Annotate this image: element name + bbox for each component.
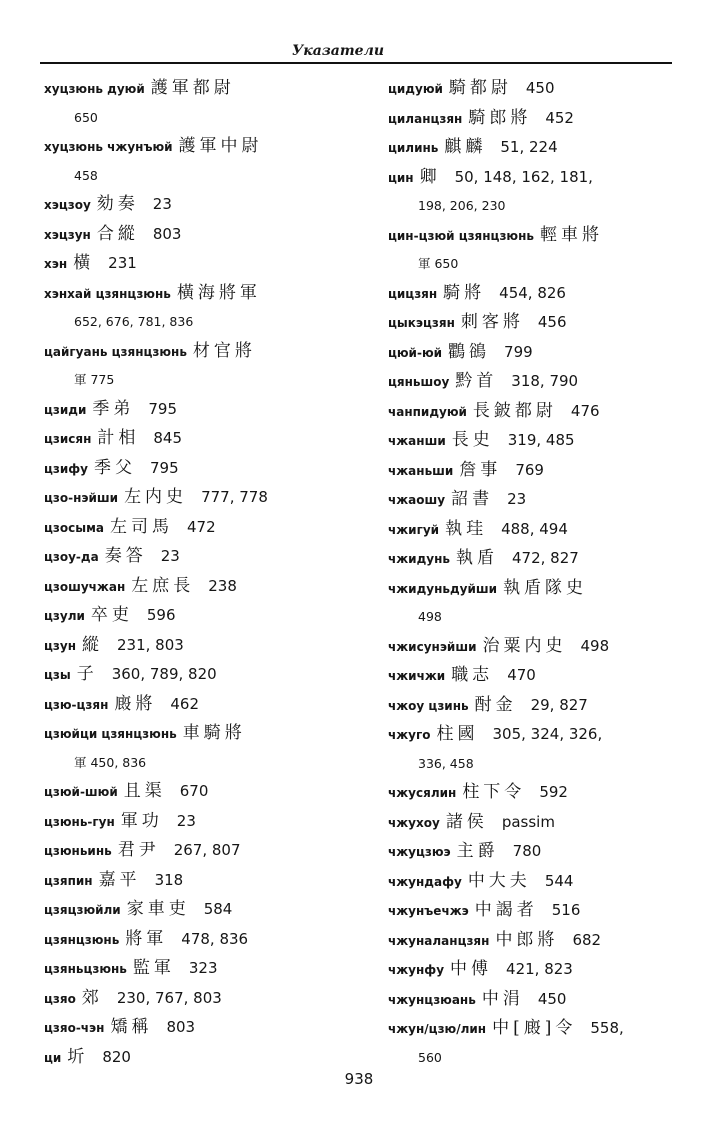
- entry-page-refs: 488, 494: [501, 519, 568, 538]
- entry-characters: 季父: [94, 457, 137, 478]
- entry-characters: 麒麟: [444, 137, 487, 157]
- index-entry-continuation: 650: [74, 109, 98, 125]
- entry-page-refs: 820: [102, 1047, 131, 1066]
- entry-page-refs: 584: [203, 900, 233, 918]
- entry-characters: 橫海將軍: [176, 282, 261, 303]
- entry-term: чжигуй: [388, 522, 440, 537]
- index-entry-continuation: 軍 775: [74, 372, 115, 387]
- entry-page-refs: 238: [208, 576, 237, 595]
- entry-page-refs: 478, 836: [181, 929, 249, 948]
- index-entry: [44, 866, 366, 896]
- index-entry: [44, 74, 366, 104]
- entry-page-refs: passim: [501, 812, 555, 831]
- entry-page-refs: 795: [150, 458, 179, 477]
- entry-page-refs: 777, 778: [201, 488, 268, 506]
- entry-characters: 卒吏: [90, 605, 133, 625]
- header-title: Указатели: [291, 43, 384, 59]
- index-entry-continuation: 198, 206, 230: [418, 198, 506, 213]
- index-entry: [388, 279, 688, 309]
- index-entry: [44, 984, 366, 1014]
- index-entry: [388, 926, 688, 956]
- index-entry: [388, 720, 688, 750]
- entry-term: чжуналанцзян: [388, 933, 490, 948]
- entry-term: чжоу цзинь: [388, 698, 469, 713]
- index-entry: [44, 777, 366, 807]
- entry-page-refs: 23: [160, 547, 180, 565]
- entry-term: цин-цзюй цзянцзюнь: [388, 228, 534, 243]
- entry-page-refs: 318: [154, 870, 184, 889]
- entry-page-refs: 769: [515, 460, 544, 479]
- index-entry: [388, 985, 688, 1015]
- index-entry: [388, 308, 688, 338]
- entry-term: цзянцзюнь: [44, 932, 120, 947]
- entry-term: цзули: [44, 609, 85, 623]
- entry-page-refs: 50, 148, 162, 181,: [454, 167, 593, 186]
- entry-page-refs: 450: [537, 989, 567, 1008]
- entry-term: цзисян: [44, 432, 92, 446]
- entry-term: хуцзюнь чжунъюй: [44, 140, 173, 154]
- index-entry: [388, 397, 688, 427]
- entry-term: цзяцзюйли: [44, 903, 121, 917]
- running-header: [40, 40, 672, 59]
- index-entry: [388, 367, 688, 397]
- entry-page-refs: 799: [504, 342, 533, 361]
- entry-characters: 軍功: [120, 810, 163, 831]
- entry-characters: 中謁者: [474, 900, 538, 920]
- index-entry: [388, 808, 688, 838]
- entry-term: хэн: [44, 257, 68, 271]
- entry-page-refs: 454, 826: [499, 283, 566, 302]
- entry-characters: 子: [76, 664, 98, 684]
- index-entry: [44, 719, 366, 749]
- entry-characters: 君尹: [117, 840, 160, 860]
- entry-page-refs: 23: [507, 490, 527, 508]
- entry-term: чжуго: [388, 728, 431, 742]
- entry-page-refs: 682: [572, 930, 602, 949]
- index-entry: [388, 955, 688, 985]
- index-entry: [44, 807, 366, 837]
- entry-page-refs: 845: [153, 429, 183, 447]
- entry-page-refs: 596: [146, 606, 176, 624]
- entry-page-refs: 231, 803: [116, 635, 184, 654]
- entry-characters: 執盾: [455, 548, 498, 568]
- entry-characters: 縱: [81, 634, 103, 655]
- entry-characters: 諸侯: [445, 811, 488, 832]
- index-entry: [44, 925, 366, 955]
- entry-characters: 橫: [73, 253, 95, 273]
- entry-characters: 奏答: [104, 546, 147, 566]
- entry-characters: 計相: [97, 428, 140, 448]
- right-column: [388, 74, 688, 1072]
- entry-characters: 中傅: [450, 959, 493, 979]
- entry-page-refs: 456: [537, 313, 567, 331]
- index-entry: [44, 424, 366, 454]
- entry-page-refs: 670: [179, 782, 209, 800]
- entry-page-refs: 51, 224: [500, 138, 558, 156]
- index-entry: [388, 632, 688, 662]
- entry-term: чжунъечжэ: [388, 904, 469, 918]
- entry-page-refs: 472, 827: [511, 549, 579, 567]
- entry-characters: 刺客將: [460, 312, 524, 332]
- entry-page-refs: 421, 823: [506, 960, 573, 978]
- entry-page-refs: 450: [525, 79, 555, 97]
- entry-characters: 中涓: [481, 988, 524, 1009]
- entry-term: цзо-нэйши: [44, 491, 119, 505]
- entry-characters: 護軍都尉: [150, 78, 235, 98]
- entry-page-refs: 803: [152, 224, 182, 243]
- entry-term: ци: [44, 1050, 62, 1065]
- entry-page-refs: 472: [186, 517, 216, 536]
- entry-term: цзиди: [44, 402, 87, 417]
- entry-page-refs: 230, 767, 803: [116, 988, 222, 1007]
- entry-term: цицзян: [388, 286, 438, 301]
- index-entry-continuation: 458: [74, 167, 98, 183]
- entry-characters: 合縱: [96, 223, 139, 244]
- entry-term: цзун: [44, 638, 76, 653]
- index-entry: [388, 485, 688, 515]
- entry-term: хэнхай цзянцзюнь: [44, 286, 171, 301]
- entry-characters: 矯稱: [110, 1017, 153, 1037]
- entry-term: цзю-цзян: [44, 697, 109, 712]
- index-entry: [44, 836, 366, 866]
- entry-characters: 黔首: [455, 371, 498, 391]
- entry-term: чжундафу: [388, 874, 462, 889]
- entry-characters: 中[廄]令: [492, 1018, 577, 1038]
- header-rule: [40, 62, 672, 64]
- entry-characters: 將軍: [125, 928, 168, 949]
- entry-term: хуцзюнь дуюй: [44, 82, 145, 96]
- index-entry: [388, 837, 688, 867]
- entry-term: цзюй-шюй: [44, 785, 118, 799]
- index-entry: [388, 104, 688, 134]
- entry-page-refs: 476: [570, 401, 600, 420]
- entry-page-refs: 803: [166, 1018, 196, 1036]
- index-entry: [44, 690, 366, 720]
- index-entry: [388, 691, 688, 721]
- entry-characters: 詹事: [459, 459, 502, 480]
- index-entry: [44, 631, 366, 661]
- index-entry: [44, 249, 366, 279]
- entry-term: цзюньинь: [44, 844, 112, 858]
- entry-term: цыкэцзян: [388, 316, 455, 330]
- index-entry: [44, 132, 366, 162]
- entry-term: цзяо: [44, 991, 76, 1006]
- entry-term: чжунфу: [388, 963, 445, 977]
- page-number: 938: [344, 1070, 374, 1088]
- entry-term: чжисунэйши: [388, 639, 477, 654]
- entry-term: цзы: [44, 668, 71, 682]
- entry-page-refs: 360, 789, 820: [111, 665, 217, 683]
- entry-characters: 柱國: [436, 724, 479, 744]
- entry-characters: 廄將: [114, 693, 157, 714]
- entry-term: чжаньши: [388, 463, 454, 478]
- entry-page-refs: 267, 807: [173, 841, 241, 859]
- entry-term: цзяо-чэн: [44, 1021, 105, 1035]
- entry-page-refs: 544: [544, 871, 574, 890]
- index-entry: [44, 337, 366, 367]
- entry-term: цзосыма: [44, 520, 104, 535]
- index-entry: [44, 220, 366, 250]
- entry-characters: 柱下令: [462, 782, 526, 802]
- entry-characters: 酎金: [474, 694, 517, 715]
- index-entry: [388, 74, 688, 104]
- entry-term: чжанши: [388, 434, 446, 448]
- entry-term: цзифу: [44, 461, 89, 476]
- entry-term: цзяпин: [44, 873, 93, 888]
- entry-term: хэцзоу: [44, 198, 91, 212]
- entry-term: цяньшоу: [388, 375, 450, 389]
- entry-characters: 騎郎將: [468, 107, 532, 128]
- entry-term: цидуюй: [388, 82, 443, 96]
- index-entry-continuation: 336, 458: [418, 755, 474, 771]
- entry-page-refs: 558,: [590, 1019, 624, 1037]
- index-entry: [44, 190, 366, 220]
- entry-term: цин: [388, 170, 414, 185]
- entry-term: чжидунь: [388, 552, 450, 566]
- entry-page-refs: 470: [507, 666, 536, 684]
- index-entry: [44, 513, 366, 543]
- index-entry: [388, 867, 688, 897]
- index-entry: [44, 1013, 366, 1043]
- entry-term: цилинь: [388, 141, 439, 155]
- entry-term: чжусялин: [388, 786, 457, 800]
- entry-characters: 治粟内史: [482, 635, 567, 656]
- entry-page-refs: 318, 790: [511, 372, 579, 390]
- entry-term: хэцзун: [44, 227, 91, 242]
- index-entry: [44, 279, 366, 309]
- entry-page-refs: 23: [176, 811, 196, 830]
- entry-term: чжунцзюань: [388, 992, 476, 1007]
- entry-page-refs: 319, 485: [507, 431, 575, 449]
- index-entry-continuation: 498: [418, 609, 442, 624]
- entry-characters: 鸜鵒: [448, 341, 491, 362]
- index-entry-continuation: 軍 650: [418, 256, 459, 271]
- entry-characters: 圻: [67, 1046, 89, 1067]
- entry-term: цзяньцзюнь: [44, 962, 127, 976]
- entry-characters: 監軍: [132, 958, 175, 978]
- index-entry: [44, 454, 366, 484]
- entry-characters: 劾奏: [96, 194, 139, 214]
- index-entry: [44, 601, 366, 631]
- entry-characters: 左内史: [124, 487, 188, 507]
- entry-characters: 且渠: [123, 781, 166, 801]
- entry-characters: 輕車將: [539, 224, 603, 245]
- entry-characters: 左庶長: [131, 575, 195, 596]
- entry-characters: 左司馬: [109, 516, 173, 537]
- index-entry: [388, 456, 688, 486]
- entry-term: чжичжи: [388, 669, 446, 683]
- entry-page-refs: 29, 827: [530, 695, 588, 714]
- index-entry: [44, 1043, 366, 1073]
- entry-term: цайгуань цзянцзюнь: [44, 344, 187, 359]
- entry-characters: 長史: [451, 430, 494, 450]
- entry-characters: 郊: [81, 987, 103, 1008]
- entry-term: цзоу-да: [44, 550, 99, 564]
- entry-characters: 護軍中尉: [178, 136, 263, 156]
- index-entry: [388, 896, 688, 926]
- index-entry: [44, 572, 366, 602]
- entry-page-refs: 452: [545, 108, 574, 127]
- entry-term: цзошучжан: [44, 579, 126, 594]
- index-entry: [388, 221, 688, 251]
- entry-term: чжидуньдуйши: [388, 581, 498, 596]
- entry-term: цзюнь-гун: [44, 814, 115, 829]
- index-entry: [388, 574, 688, 604]
- index-entry: [44, 542, 366, 572]
- entry-characters: 職志: [451, 665, 494, 685]
- entry-term: цюй-юй: [388, 345, 443, 360]
- entry-page-refs: 462: [170, 694, 200, 713]
- entry-characters: 詔書: [451, 489, 494, 509]
- entry-page-refs: 23: [152, 195, 172, 213]
- index-entry: [388, 778, 688, 808]
- index-entry: [388, 133, 688, 163]
- index-entry: [388, 426, 688, 456]
- entry-characters: 長鈹都尉: [472, 400, 557, 421]
- index-entry: [44, 483, 366, 513]
- index-entry-continuation: 560: [418, 1049, 442, 1065]
- entry-characters: 執盾隊史: [503, 577, 588, 598]
- entry-characters: 材官將: [192, 340, 256, 361]
- entry-characters: 騎都尉: [448, 78, 512, 98]
- index-entry: [388, 163, 688, 193]
- entry-characters: 卿: [419, 166, 441, 187]
- index-entry: [388, 1014, 688, 1044]
- entry-characters: 騎將: [443, 282, 486, 303]
- index-entry: [388, 544, 688, 574]
- entry-page-refs: 795: [148, 399, 178, 418]
- index-entry: [44, 895, 366, 925]
- entry-term: чжухоу: [388, 815, 440, 830]
- entry-characters: 家車吏: [126, 899, 190, 919]
- entry-term: чжаошу: [388, 493, 446, 507]
- entry-page-refs: 498: [580, 636, 610, 655]
- entry-page-refs: 780: [512, 842, 542, 860]
- entry-characters: 執珪: [445, 518, 488, 539]
- entry-term: цзюйци цзянцзюнь: [44, 727, 177, 741]
- entry-characters: 嘉平: [98, 869, 141, 890]
- entry-characters: 中大夫: [467, 870, 531, 891]
- entry-page-refs: 323: [188, 959, 218, 977]
- index-entry: [44, 660, 366, 690]
- entry-term: циланцзян: [388, 111, 463, 126]
- left-column: [44, 74, 366, 1072]
- index-entry-continuation: 軍 450, 836: [74, 754, 147, 770]
- entry-characters: 主爵: [456, 841, 499, 861]
- index-entry: [44, 954, 366, 984]
- index-entry: [44, 395, 366, 425]
- index-entry: [388, 338, 688, 368]
- entry-characters: 季弟: [92, 398, 135, 419]
- entry-page-refs: 231: [108, 254, 137, 272]
- index-entry: [388, 661, 688, 691]
- index-entry: [388, 515, 688, 545]
- entry-term: чжун/цзю/лин: [388, 1022, 487, 1036]
- index-entry-continuation: 652, 676, 781, 836: [74, 314, 194, 329]
- entry-page-refs: 592: [539, 783, 568, 801]
- entry-page-refs: 305, 324, 326,: [492, 725, 603, 743]
- entry-characters: 中郎將: [495, 929, 559, 950]
- entry-term: чанпидуюй: [388, 404, 467, 419]
- entry-term: чжуцзюэ: [388, 845, 451, 859]
- entry-page-refs: 516: [551, 901, 581, 919]
- entry-characters: 車騎將: [182, 723, 246, 743]
